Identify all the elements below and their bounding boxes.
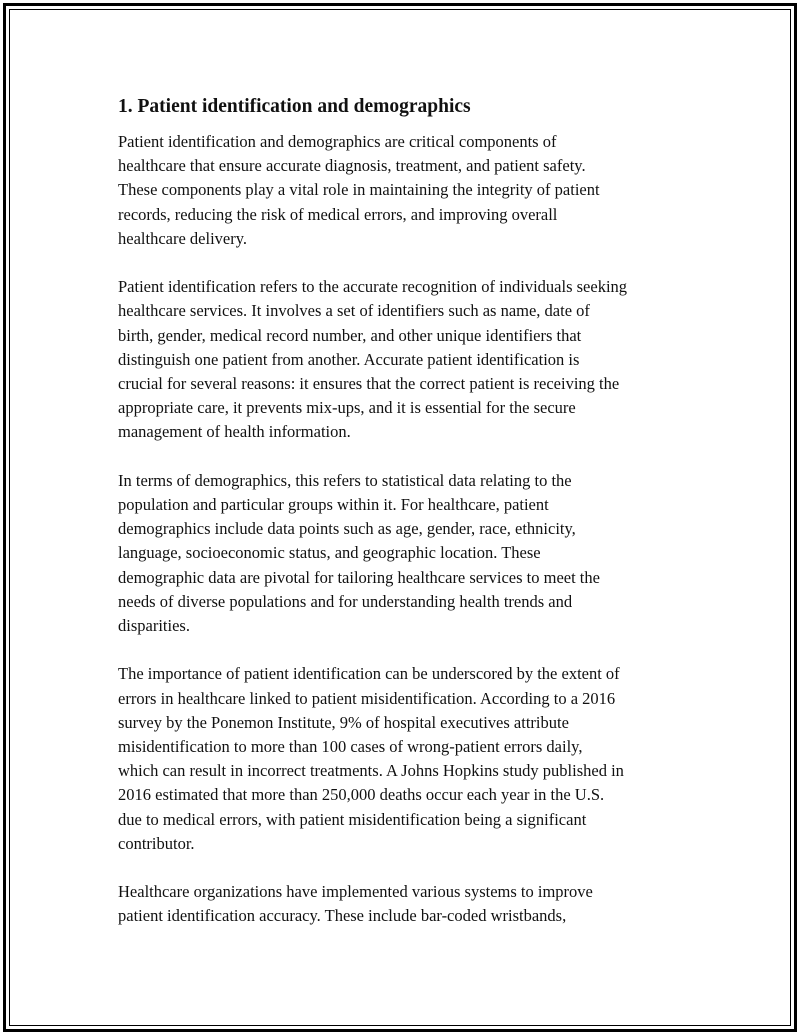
text-line: Patient identification refers to the accurate recognition of individuals seeking (118, 277, 628, 297)
section-heading: 1. Patient identification and demographics (118, 96, 471, 117)
text-line: These components play a vital role in maintaining the integrity of patient (118, 180, 600, 200)
text-line: Healthcare organizations have implemented various systems to improve (118, 882, 593, 902)
text-line: In terms of demographics, this refers to statistical data relating to the (118, 470, 572, 490)
text-line: demographics include data points such as age, gender, race, ethnicity, (118, 519, 576, 539)
text-line: language, socioeconomic status, and geographic location. These (118, 543, 541, 563)
text-line: 2016 estimated that more than 250,000 deaths occur each year in the U.S. (118, 785, 605, 805)
text-line: healthcare delivery. (118, 228, 248, 248)
paragraph-4 (118, 662, 698, 856)
text-line: contributor. (118, 833, 195, 853)
paragraph-1 (118, 130, 698, 251)
paragraph-5 (118, 880, 698, 928)
text-line: errors in healthcare linked to patient misidentification. According to a 2016 (118, 688, 616, 708)
text-line: disparities. (118, 616, 190, 636)
text-line: crucial for several reasons: it ensures that the correct patient is receiving the (118, 374, 620, 394)
text-line: misidentification to more than 100 cases of wrong-patient errors daily, (118, 737, 583, 757)
text-line: demographic data are pivotal for tailoring healthcare services to meet the (118, 567, 600, 587)
text-line: needs of diverse populations and for understanding health trends and (118, 591, 573, 611)
text-line: which can result in incorrect treatments. A Johns Hopkins study published in (118, 761, 624, 781)
text-line: birth, gender, medical record number, and other unique identifiers that (118, 325, 582, 345)
text-line: Patient identification and demographics are critical components of (118, 132, 557, 151)
text-line: management of health information. (118, 422, 351, 442)
text-line: distinguish one patient from another. Accurate patient identification is (118, 349, 580, 369)
text-line: due to medical errors, with patient misidentification being a significant (118, 809, 587, 829)
paragraph-2 (118, 275, 698, 444)
text-line: patient identification accuracy. These include bar-coded wristbands, (118, 906, 567, 926)
text-line: healthcare that ensure accurate diagnosis, treatment, and patient safety. (118, 156, 586, 176)
paragraph-3 (118, 469, 698, 638)
text-line: healthcare services. It involves a set of identifiers such as name, date of (118, 301, 590, 321)
text-line: appropriate care, it prevents mix-ups, and it is essential for the secure (118, 398, 576, 418)
text-line: The importance of patient identification can be underscored by the extent of (118, 664, 620, 684)
text-line: survey by the Ponemon Institute, 9% of hospital executives attribute (118, 712, 569, 732)
text-line: records, reducing the risk of medical errors, and improving overall (118, 204, 558, 224)
document-body (118, 94, 698, 953)
text-line: population and particular groups within it. For healthcare, patient (118, 495, 549, 515)
